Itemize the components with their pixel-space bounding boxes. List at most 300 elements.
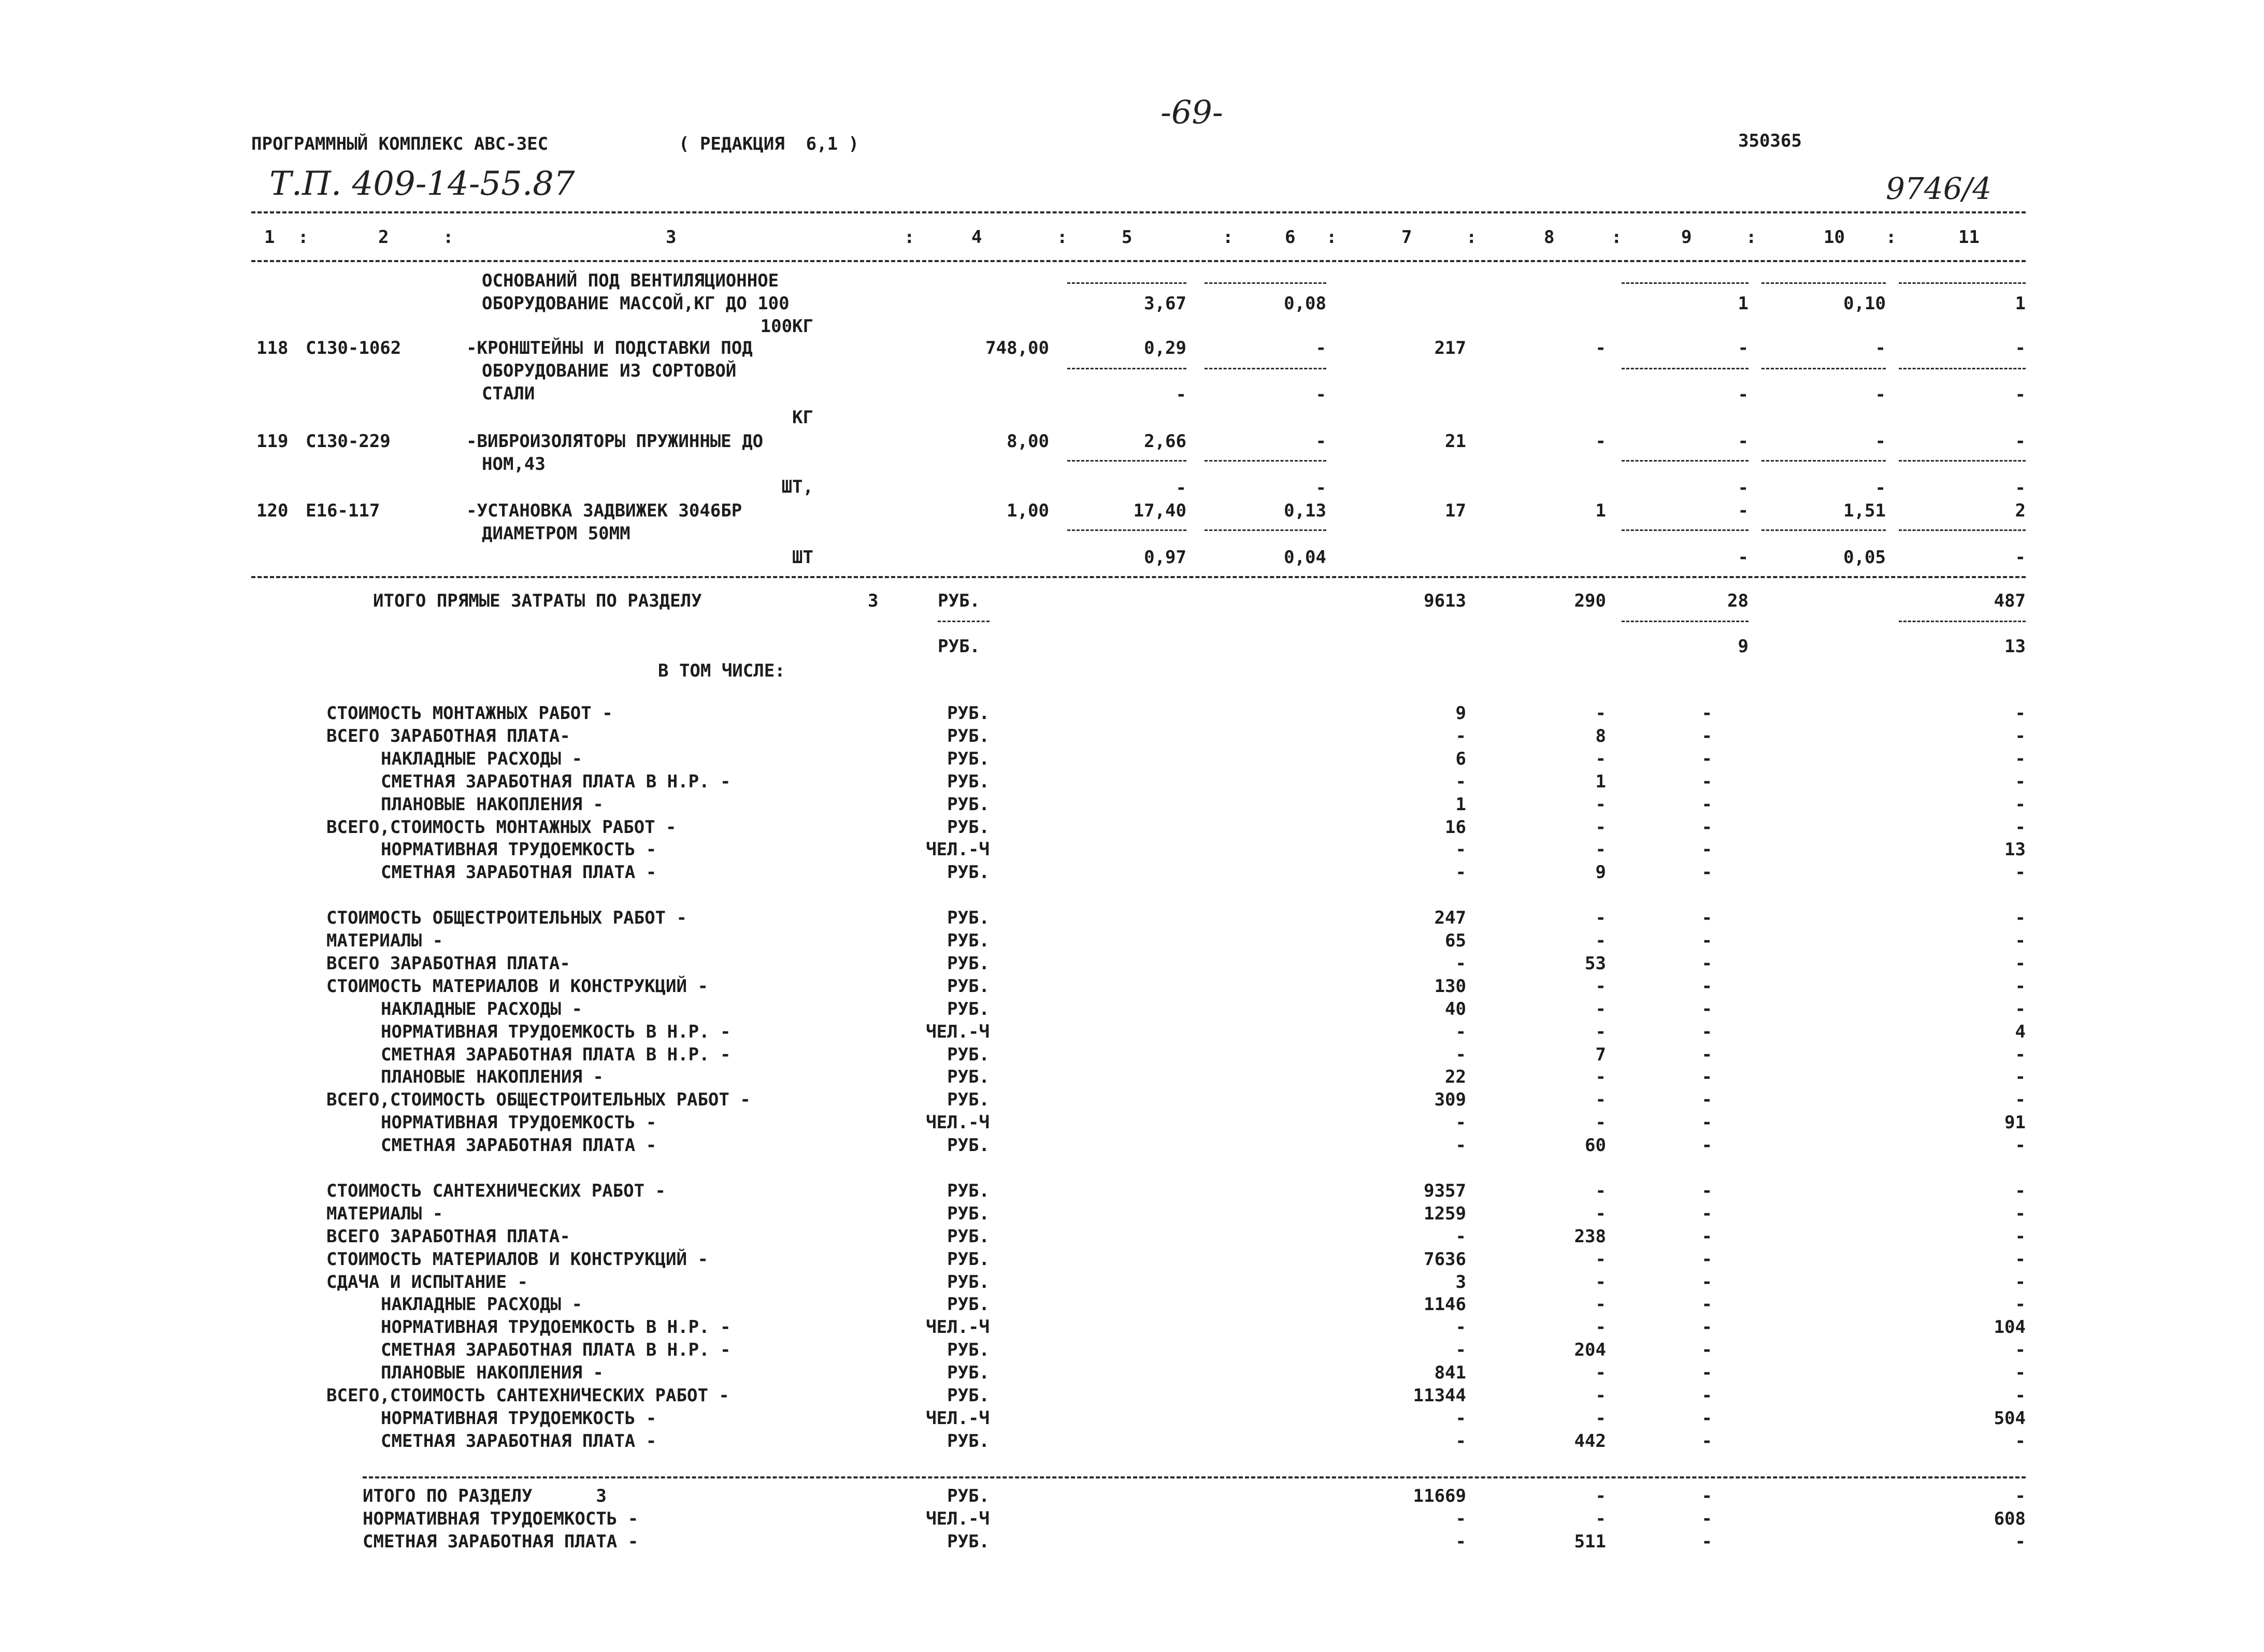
unit-label: РУБ. (947, 953, 990, 974)
cell-value: 748,00 (985, 338, 1049, 358)
subtotal-rule (1622, 368, 1749, 369)
cell-value: 0,08 (1284, 293, 1326, 314)
cell-value: 7636 (1424, 1249, 1466, 1270)
subtotal-rule (1761, 529, 1886, 531)
unit-label: ЧЕЛ.-Ч (926, 1509, 990, 1529)
cell-value: - (1595, 1022, 1606, 1042)
cell-value: 28 (1727, 591, 1749, 611)
cell-value: - (1701, 703, 1712, 724)
subtotal-rule (1205, 368, 1326, 369)
column-header-sep: : (1057, 227, 1068, 248)
cell-value: - (1701, 1112, 1712, 1133)
cell-value: - (1738, 500, 1749, 521)
cell-value: - (1875, 384, 1886, 405)
cell-value: - (2015, 1226, 2026, 1247)
cell-value: - (1738, 478, 1749, 498)
unit-label: РУБ. (947, 726, 990, 746)
cell-value: - (2015, 930, 2026, 951)
summary-label: НАКЛАДНЫЕ РАСХОДЫ - (381, 749, 582, 769)
unit-rule (938, 621, 990, 622)
cell-value: - (2015, 478, 2026, 498)
cell-value: - (1595, 749, 1606, 769)
summary-label: СМЕТНАЯ ЗАРАБОТНАЯ ПЛАТА - (381, 1431, 657, 1452)
cell-value: - (1701, 862, 1712, 883)
section-rule (251, 576, 2026, 578)
cell-value: 309 (1434, 1089, 1466, 1110)
column-header-5: 5 (1122, 227, 1133, 248)
cell-value: - (2015, 338, 2026, 358)
entry-text: -КРОНШТЕЙНЫ И ПОДСТАВКИ ПОД (466, 338, 753, 358)
summary-label: СМЕТНАЯ ЗАРАБОТНАЯ ПЛАТА В Н.Р. - (381, 771, 731, 792)
subtotal-rule (1761, 282, 1886, 284)
cell-value: - (1701, 1226, 1712, 1247)
cell-value: 9 (1595, 862, 1606, 883)
column-header-11: 11 (1958, 227, 1980, 248)
cell-value: - (1455, 1431, 1466, 1452)
summary-label: НОРМАТИВНАЯ ТРУДОЕМКОСТЬ - (381, 1408, 657, 1429)
column-header-sep: : (443, 227, 454, 248)
program-title: ПРОГРАММНЫЙ КОМПЛЕКС АВС-ЗЕС (251, 134, 549, 154)
column-header-8: 8 (1544, 227, 1555, 248)
cell-value: - (1701, 999, 1712, 1019)
cell-value: - (2015, 1067, 2026, 1087)
summary-label: ВСЕГО ЗАРАБОТНАЯ ПЛАТА- (326, 953, 570, 974)
cell-value: 1146 (1424, 1294, 1466, 1315)
cell-value: - (1455, 1340, 1466, 1360)
cell-value: - (1701, 908, 1712, 928)
cell-value: 0,04 (1284, 547, 1326, 568)
subtotal-rule (1067, 368, 1186, 369)
cell-value: 1 (1595, 500, 1606, 521)
section-rule (363, 1476, 2026, 1478)
entry-text: НОМ,43 (482, 454, 546, 475)
summary-label: ВСЕГО,СТОИМОСТЬ ОБЩЕСТРОИТЕЛЬНЫХ РАБОТ - (326, 1089, 751, 1110)
cell-value: - (1701, 1022, 1712, 1042)
summary-label: СДАЧА И ИСПЫТАНИЕ - (326, 1272, 528, 1292)
unit-label: РУБ. (947, 1067, 990, 1087)
cell-value: 442 (1574, 1431, 1606, 1452)
cell-value: - (1315, 478, 1326, 498)
cell-value: - (1701, 1408, 1712, 1429)
cell-value: 3,67 (1144, 293, 1186, 314)
subtotal-rule (1067, 460, 1186, 462)
cell-value: 0,10 (1843, 293, 1886, 314)
cell-value: 290 (1574, 591, 1606, 611)
cell-value: - (1595, 1408, 1606, 1429)
cell-value: - (1701, 1340, 1712, 1360)
unit-label: РУБ. (947, 817, 990, 838)
cell-value: 40 (1445, 999, 1466, 1019)
cell-value: - (2015, 771, 2026, 792)
cell-value: 9613 (1424, 591, 1466, 611)
cell-value: - (1595, 1294, 1606, 1315)
cell-value: - (1455, 953, 1466, 974)
cell-value: 104 (1994, 1317, 2026, 1338)
cell-value: - (1701, 1509, 1712, 1529)
unit-label: РУБ. (947, 794, 990, 815)
cell-value: 130 (1434, 976, 1466, 997)
cell-value: - (1595, 1181, 1606, 1201)
cell-value: - (2015, 817, 2026, 838)
cell-value: 1 (1738, 293, 1749, 314)
column-header-1: 1 (264, 227, 275, 248)
cell-value: - (1701, 749, 1712, 769)
unit-label: РУБ. (938, 636, 980, 657)
column-header-sep: : (1886, 227, 1897, 248)
cell-value: - (1701, 976, 1712, 997)
column-header-2: 2 (378, 227, 389, 248)
subtotal-rule (1622, 529, 1749, 531)
cell-value: - (1738, 338, 1749, 358)
summary-label: НОРМАТИВНАЯ ТРУДОЕМКОСТЬ - (381, 839, 657, 860)
cell-value: 11669 (1413, 1486, 1466, 1506)
cell-value: - (2015, 794, 2026, 815)
subtotal-rule (1899, 621, 2026, 622)
entry-text: ДИАМЕТРОМ 50ММ (482, 523, 631, 544)
column-header-10: 10 (1824, 227, 1845, 248)
cell-value: - (1701, 953, 1712, 974)
cell-value: - (2015, 703, 2026, 724)
summary-label: ВСЕГО ЗАРАБОТНАЯ ПЛАТА- (326, 1226, 570, 1247)
cell-value: - (1738, 384, 1749, 405)
edition-label: ( РЕДАКЦИЯ 6,1 ) (679, 134, 859, 154)
cell-value: - (1595, 839, 1606, 860)
cell-value: - (2015, 1272, 2026, 1292)
unit-label: РУБ. (947, 999, 990, 1019)
summary-label: СМЕТНАЯ ЗАРАБОТНАЯ ПЛАТА - (381, 862, 657, 883)
unit-label: РУБ. (947, 1089, 990, 1110)
cell-value: 1259 (1424, 1203, 1466, 1224)
cell-value: 1,00 (1007, 500, 1049, 521)
cell-value: - (1595, 999, 1606, 1019)
cell-value: - (1595, 1067, 1606, 1087)
cell-value: - (1701, 839, 1712, 860)
unit-label: ЧЕЛ.-Ч (926, 1317, 990, 1338)
cell-value: - (2015, 1181, 2026, 1201)
column-header-9: 9 (1681, 227, 1692, 248)
summary-label: НАКЛАДНЫЕ РАСХОДЫ - (381, 999, 582, 1019)
cell-value: - (1701, 930, 1712, 951)
column-header-sep: : (298, 227, 309, 248)
cell-value: - (1455, 1226, 1466, 1247)
subtotal-rule (1899, 460, 2026, 462)
unit-label: РУБ. (947, 1249, 990, 1270)
subtotal-rule (1761, 460, 1886, 462)
unit-label: РУБ. (947, 862, 990, 883)
cell-value: 60 (1585, 1135, 1606, 1156)
cell-value: - (1315, 384, 1326, 405)
header-bottom-rule (251, 260, 2026, 262)
cell-value: - (1701, 1531, 1712, 1552)
unit-label: РУБ. (947, 1340, 990, 1360)
cell-value: 204 (1574, 1340, 1606, 1360)
cell-value: - (1738, 547, 1749, 568)
subtotal-rule (1899, 529, 2026, 531)
unit-label: РУБ. (947, 1044, 990, 1065)
summary-label: НОРМАТИВНАЯ ТРУДОЕМКОСТЬ В Н.Р. - (381, 1022, 731, 1042)
summary-label: ПЛАНОВЫЕ НАКОПЛЕНИЯ - (381, 794, 604, 815)
page-number: -69- (1160, 93, 1223, 131)
unit-label: ЧЕЛ.-Ч (926, 1408, 990, 1429)
cell-value: - (1701, 794, 1712, 815)
cell-value: 0,05 (1843, 547, 1886, 568)
subtotal-rule (1622, 460, 1749, 462)
column-header-sep: : (1611, 227, 1622, 248)
cell-value: - (1455, 1112, 1466, 1133)
cell-value: - (2015, 384, 2026, 405)
cell-value: 247 (1434, 908, 1466, 928)
unit-label: РУБ. (947, 1203, 990, 1224)
summary-label: СТОИМОСТЬ МАТЕРИАЛОВ И КОНСТРУКЦИЙ - (326, 1249, 708, 1270)
cell-value: - (1875, 478, 1886, 498)
cell-value: 1,51 (1843, 500, 1886, 521)
cell-value: - (1738, 431, 1749, 452)
cell-value: 0,13 (1284, 500, 1326, 521)
cell-value: - (1595, 1486, 1606, 1506)
cell-value: - (1701, 1135, 1712, 1156)
cell-value: - (1595, 930, 1606, 951)
subtotal-rule (1622, 621, 1749, 622)
cell-value: 9 (1455, 703, 1466, 724)
unit-label: КГ (792, 407, 813, 428)
cell-value: 1 (2015, 293, 2026, 314)
summary-label: СТОИМОСТЬ МАТЕРИАЛОВ И КОНСТРУКЦИЙ - (326, 976, 708, 997)
cell-value: - (2015, 1249, 2026, 1270)
summary-label: СТОИМОСТЬ ОБЩЕСТРОИТЕЛЬНЫХ РАБОТ - (326, 908, 687, 928)
cell-value: - (1701, 1431, 1712, 1452)
cell-value: - (2015, 1135, 2026, 1156)
section-caption: В ТОМ ЧИСЛЕ: (658, 660, 785, 681)
cell-value: 17,40 (1133, 500, 1186, 521)
unit-label: РУБ. (947, 1362, 990, 1383)
cell-value: - (1875, 431, 1886, 452)
cell-value: 487 (1994, 591, 2026, 611)
cell-value: - (1595, 1089, 1606, 1110)
unit-label: РУБ. (947, 1431, 990, 1452)
cell-value: 0,97 (1144, 547, 1186, 568)
subtotal-rule (1622, 282, 1749, 284)
cell-value: - (1455, 1135, 1466, 1156)
column-header-7: 7 (1401, 227, 1412, 248)
column-header-sep: : (1746, 227, 1757, 248)
cell-value: - (1701, 1089, 1712, 1110)
total-label: ИТОГО ПРЯМЫЕ ЗАТРАТЫ ПО РАЗДЕЛУ (373, 591, 702, 611)
summary-label: СТОИМОСТЬ САНТЕХНИЧЕСКИХ РАБОТ - (326, 1181, 666, 1201)
unit-label: РУБ. (947, 771, 990, 792)
cell-value: - (1595, 1272, 1606, 1292)
cell-value: - (1595, 703, 1606, 724)
entry-number: 119 (256, 431, 289, 452)
cell-value: 17 (1445, 500, 1466, 521)
cell-value: - (1701, 1203, 1712, 1224)
unit-label: РУБ. (947, 1531, 990, 1552)
entry-number: 118 (256, 338, 289, 358)
sheet-number: 9746/4 (1886, 171, 1992, 206)
cell-value: - (1701, 726, 1712, 746)
cell-value: - (1595, 1249, 1606, 1270)
cell-value: - (1701, 1317, 1712, 1338)
cell-value: 511 (1574, 1531, 1606, 1552)
subtotal-rule (1067, 529, 1186, 531)
cell-value: - (1595, 338, 1606, 358)
cell-value: 91 (2004, 1112, 2026, 1133)
entry-code: Е16-117 (306, 500, 380, 521)
cell-value: - (1176, 384, 1186, 405)
cell-value: 53 (1585, 953, 1606, 974)
unit-label: РУБ. (947, 1226, 990, 1247)
cell-value: - (2015, 999, 2026, 1019)
column-header-sep: : (1326, 227, 1337, 248)
cell-value: - (1875, 338, 1886, 358)
cell-value: 2 (2015, 500, 2026, 521)
column-header-3: 3 (666, 227, 677, 248)
summary-label: СМЕТНАЯ ЗАРАБОТНАЯ ПЛАТА В Н.Р. - (381, 1340, 731, 1360)
unit-label: ШТ, (781, 477, 813, 497)
cell-value: - (1455, 839, 1466, 860)
cell-value: - (1455, 1531, 1466, 1552)
cell-value: - (1176, 478, 1186, 498)
cell-value: - (1455, 1509, 1466, 1529)
cell-value: - (1701, 1272, 1712, 1292)
cell-value: 22 (1445, 1067, 1466, 1087)
cell-value: 1 (1455, 794, 1466, 815)
unit-label: РУБ. (947, 976, 990, 997)
cell-value: - (2015, 1486, 2026, 1506)
section-total-label: СМЕТНАЯ ЗАРАБОТНАЯ ПЛАТА - (363, 1531, 639, 1552)
cell-value: - (2015, 1385, 2026, 1406)
cell-value: - (1701, 771, 1712, 792)
total-section: 3 (868, 591, 879, 611)
summary-label: ПЛАНОВЫЕ НАКОПЛЕНИЯ - (381, 1067, 604, 1087)
cell-value: - (1701, 1385, 1712, 1406)
cell-value: - (1701, 817, 1712, 838)
unit-label: ЧЕЛ.-Ч (926, 839, 990, 860)
cell-value: 9 (1738, 636, 1749, 657)
column-header-6: 6 (1285, 227, 1296, 248)
cell-value: - (2015, 953, 2026, 974)
cell-value: - (1455, 726, 1466, 746)
cell-value: 504 (1994, 1408, 2026, 1429)
cell-value: 608 (1994, 1509, 2026, 1529)
unit-label: РУБ. (947, 1181, 990, 1201)
summary-label: СМЕТНАЯ ЗАРАБОТНАЯ ПЛАТА В Н.Р. - (381, 1044, 731, 1065)
cell-value: - (1595, 1509, 1606, 1529)
unit-label: РУБ. (947, 749, 990, 769)
project-number: Т.П. 409-14-55.87 (269, 165, 575, 203)
cell-value: 841 (1434, 1362, 1466, 1383)
unit-label: ЧЕЛ.-Ч (926, 1112, 990, 1133)
cell-value: 4 (2015, 1022, 2026, 1042)
cell-value: 0,29 (1144, 338, 1186, 358)
column-header-sep: : (1223, 227, 1234, 248)
unit-label: РУБ. (938, 591, 980, 611)
column-header-sep: : (904, 227, 915, 248)
cell-value: 9357 (1424, 1181, 1466, 1201)
cell-value: - (1455, 1408, 1466, 1429)
cell-value: - (2015, 908, 2026, 928)
cell-value: - (1455, 1317, 1466, 1338)
cell-value: - (1595, 794, 1606, 815)
entry-text: -ВИБРОИЗОЛЯТОРЫ ПРУЖИННЫЕ ДО (466, 431, 764, 452)
cell-value: - (2015, 1203, 2026, 1224)
summary-label: ВСЕГО,СТОИМОСТЬ САНТЕХНИЧЕСКИХ РАБОТ - (326, 1385, 729, 1406)
cell-value: 8,00 (1007, 431, 1049, 452)
cell-value: 65 (1445, 930, 1466, 951)
cell-value: 7 (1595, 1044, 1606, 1065)
cell-value: - (2015, 547, 2026, 568)
cell-value: - (1315, 338, 1326, 358)
entry-text: СТАЛИ (482, 383, 535, 404)
subtotal-rule (1205, 460, 1326, 462)
cell-value: - (2015, 749, 2026, 769)
unit-label: ШТ (792, 547, 813, 568)
cell-value: - (1701, 1181, 1712, 1201)
cell-value: 2,66 (1144, 431, 1186, 452)
summary-label: ВСЕГО ЗАРАБОТНАЯ ПЛАТА- (326, 726, 570, 746)
cell-value: 13 (2004, 636, 2026, 657)
summary-label: СТОИМОСТЬ МОНТАЖНЫХ РАБОТ - (326, 703, 613, 724)
summary-label: МАТЕРИАЛЫ - (326, 1203, 443, 1224)
cell-value: 6 (1455, 749, 1466, 769)
cell-value: 21 (1445, 431, 1466, 452)
unit-label: 100КГ (760, 316, 813, 337)
cell-value: - (1595, 976, 1606, 997)
cell-value: - (1595, 1362, 1606, 1383)
cell-value: - (2015, 1089, 2026, 1110)
cell-value: - (2015, 726, 2026, 746)
cell-value: - (2015, 431, 2026, 452)
cell-value: - (1701, 1249, 1712, 1270)
summary-label: ПЛАНОВЫЕ НАКОПЛЕНИЯ - (381, 1362, 604, 1383)
column-header-sep: : (1466, 227, 1477, 248)
cell-value: - (2015, 862, 2026, 883)
summary-label: СМЕТНАЯ ЗАРАБОТНАЯ ПЛАТА - (381, 1135, 657, 1156)
cell-value: - (1455, 1022, 1466, 1042)
unit-label: РУБ. (947, 1272, 990, 1292)
cell-value: 3 (1455, 1272, 1466, 1292)
unit-label: РУБ. (947, 908, 990, 928)
cell-value: - (1701, 1067, 1712, 1087)
cell-value: - (2015, 1340, 2026, 1360)
cell-value: 8 (1595, 726, 1606, 746)
entry-number: 120 (256, 500, 289, 521)
entry-text: -УСТАНОВКА ЗАДВИЖЕК 3046БР (466, 500, 742, 521)
unit-label: РУБ. (947, 1294, 990, 1315)
subtotal-rule (1761, 368, 1886, 369)
cell-value: 1 (1595, 771, 1606, 792)
cell-value: - (1595, 1112, 1606, 1133)
cell-value: - (1701, 1362, 1712, 1383)
document-code: 350365 (1738, 131, 1802, 151)
cell-value: - (1595, 1317, 1606, 1338)
unit-label: РУБ. (947, 1385, 990, 1406)
subtotal-rule (1205, 282, 1326, 284)
cell-value: - (1455, 862, 1466, 883)
entry-text: ОБОРУДОВАНИЕ МАССОЙ,КГ ДО 100 (482, 293, 790, 314)
cell-value: - (2015, 1531, 2026, 1552)
subtotal-rule (1205, 529, 1326, 531)
cell-value: - (2015, 976, 2026, 997)
cell-value: - (1315, 431, 1326, 452)
summary-label: НОРМАТИВНАЯ ТРУДОЕМКОСТЬ В Н.Р. - (381, 1317, 731, 1338)
unit-label: ЧЕЛ.-Ч (926, 1022, 990, 1042)
section-total-label: ИТОГО ПО РАЗДЕЛУ 3 (363, 1486, 607, 1506)
column-header-4: 4 (971, 227, 982, 248)
cell-value: - (2015, 1362, 2026, 1383)
cell-value: - (1701, 1044, 1712, 1065)
cell-value: 16 (1445, 817, 1466, 838)
subtotal-rule (1899, 282, 2026, 284)
